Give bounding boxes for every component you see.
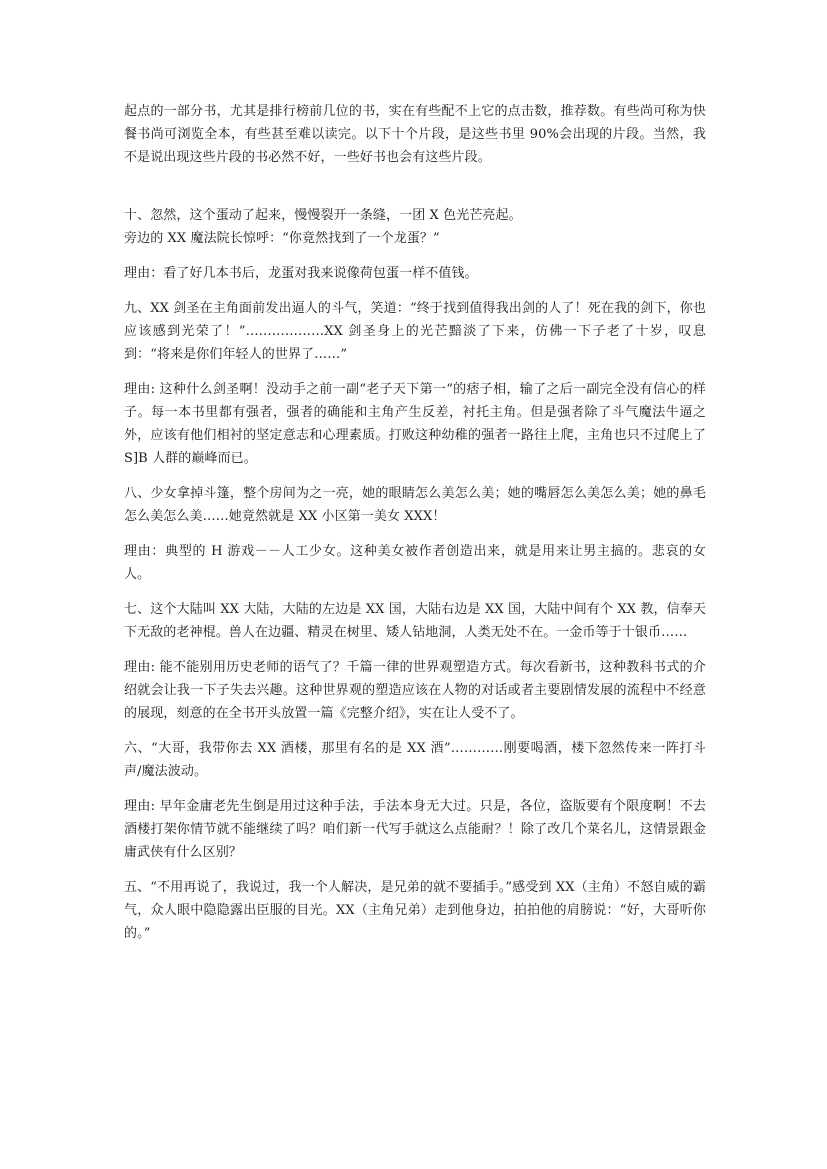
paragraph-spacer [124, 250, 706, 262]
section-spacer [124, 169, 706, 204]
paragraph-spacer [124, 285, 706, 297]
paragraph-spacer [124, 783, 706, 795]
paragraph-spacer [124, 644, 706, 656]
section-seven-reason: 理由: 能不能别用历史老师的语气了？千篇一律的世界观塑造方式。每次看新书，这种教科书式的介绍就会让我一下子失去兴趣。这种世界观的塑造应该在人物的对话或者主要剧情发展的流程中不经意的展现，刻意的在全书开头放置一篇《完整介绍》，实在让人受不了。 [124, 660, 706, 721]
paragraph-spacer [124, 864, 706, 876]
paragraph-spacer [124, 528, 706, 540]
section-ten-text: 十、忽然，这个蛋动了起来，慢慢裂开一条缝，一团 X 色光芒亮起。 旁边的 XX 魔法院长惊呼：“你竟然找到了一个龙蛋？” [124, 208, 522, 246]
section-seven-text: 七、这个大陆叫 XX 大陆，大陆的左边是 XX 国，大陆右边是 XX 国，大陆中间有个 XX 教，信奉天下无敌的老神棍。兽人在边疆、精灵在树里、矮人钻地洞，人类无处不在。一金币等于十银币…… [124, 602, 706, 640]
paragraph-spacer [124, 725, 706, 737]
section-six-reason: 理由: 早年金庸老先生倒是用过这种手法，手法本身无大过。只是，各位，盗版要有个限度啊！不去酒楼打架你情节就不能继续了吗？咱们新一代写手就这么点能耐？！除了改几个菜名儿，这情景跟金庸武侠有什么区别？ [124, 799, 706, 860]
intro-paragraph: 起点的一部分书，尤其是排行榜前几位的书，实在有些配不上它的点击数，推荐数。有些尚可称为快餐书尚可浏览全本，有些甚至难以读完。以下十个片段，是这些书里 90%会出现的片段。当然，我不是说出现这些片段的书必然不好，一些好书也会有这些片段。 [124, 104, 706, 165]
section-eight-text: 八、少女拿掉斗篷，整个房间为之一亮，她的眼睛怎么美怎么美；她的嘴唇怎么美怎么美；她的鼻毛怎么美怎么美……她竟然就是 XX 小区第一美女 XXX！ [124, 486, 706, 524]
section-five-text: 五、“不用再说了，我说过，我一个人解决，是兄弟的就不要插手。”感受到 XX（主角）不怒自威的霸气，众人眼中隐隐露出臣服的目光。XX（主角兄弟）走到他身边，拍拍他的肩膀说：“好，大哥听你的。” [124, 880, 706, 941]
document-body [124, 100, 711, 945]
section-six-text: 六、“大哥，我带你去 XX 酒楼，那里有名的是 XX 酒”…………刚要喝酒，楼下忽然传来一阵打斗声/魔法波动。 [124, 741, 706, 779]
paragraph-spacer [124, 586, 706, 598]
section-nine-text: 九、XX 剑圣在主角面前发出逼人的斗气，笑道：“终于找到值得我出剑的人了！死在我的剑下，你也应该感到光荣了！”………………XX 剑圣身上的光芒黯淡了下来，仿佛一下子老了十岁，叹息到：“将来是你们年轻人的世界了……” [124, 301, 706, 362]
paragraph-spacer [124, 470, 706, 482]
section-eight-reason: 理由：典型的 H 游戏－－人工少女。这种美女被作者创造出来，就是用来让男主搞的。悲哀的女人。 [124, 544, 706, 582]
paragraph-spacer [124, 366, 706, 378]
section-ten-reason: 理由：看了好几本书后，龙蛋对我来说像荷包蛋一样不值钱。 [124, 266, 478, 281]
section-nine-reason: 理由: 这种什么剑圣啊！没动手之前一副“老子天下第一“的痞子相，输了之后一副完全没有信心的样子。每一本书里都有强者，强者的确能和主角产生反差，衬托主角。但是强者除了斗气魔法牛逼之外，应该有他们相衬的坚定意志和心理素质。打败这种幼稚的强者一路往上爬，主角也只不过爬上了 S]B 人群的巅峰而已。 [124, 382, 711, 466]
